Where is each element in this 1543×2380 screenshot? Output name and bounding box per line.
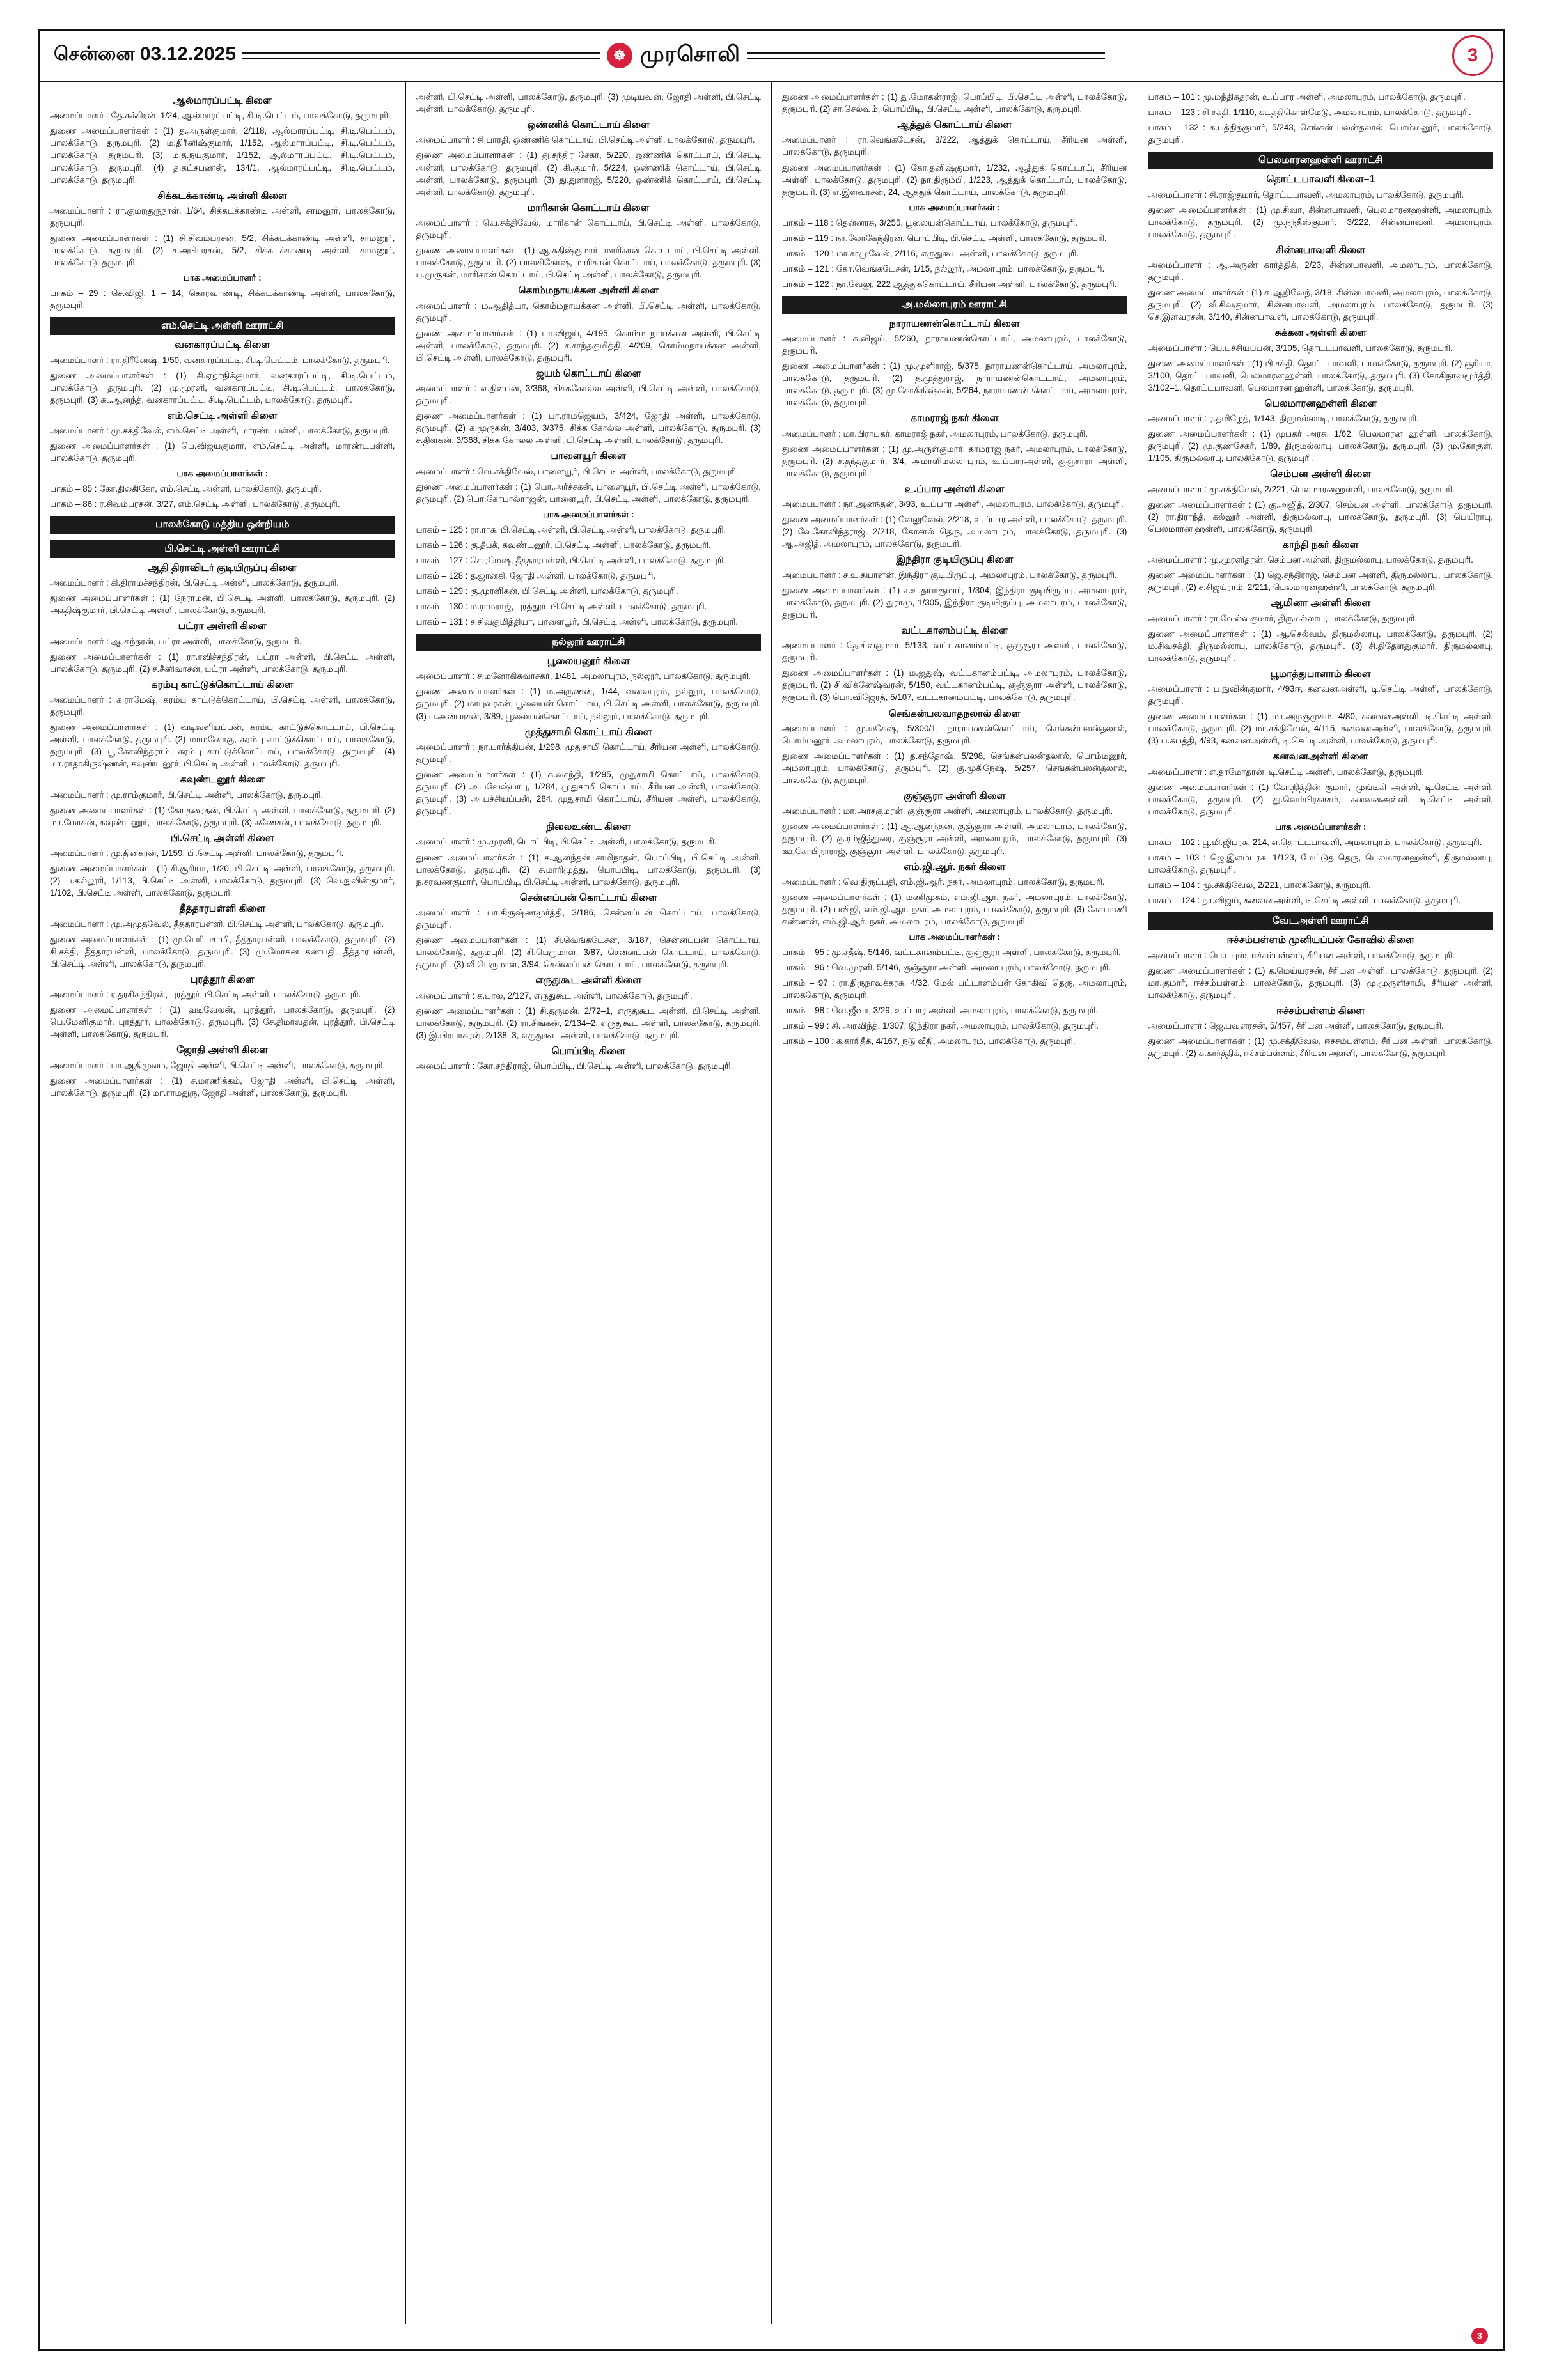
branch-heading: உ.ப்பார அள்ளி கிளை: [904, 483, 1005, 495]
body-paragraph: பாகம் – 102 : பூ.மி.ஜிபரசு, 214, எ.தொட்டபாவளி, அமலாபுரம், பாலக்கோடு, தருமபுரி.: [1148, 837, 1482, 847]
body-paragraph: பாகம் – 86 : ர.சிவம்பரசன், 3/27, எம்.செட்டி அள்ளி, பாலக்கோடு, தருமபுரி.: [50, 499, 340, 509]
subsection-heading: பாக அமைப்பாளர்கள் :: [909, 932, 1000, 942]
body-paragraph: துணை அமைப்பாளர்கள் : (1) பா.ராமஜெயம், 3/424, ஜோதி அள்ளி, பாலக்கோடு, தருமபுரி. (2) க.முருகன், 3/403, 3/375, சிக்க கோல்ல அள்ளி, பாலக்கோடு, தருமபுரி. (3) ச.திளகன், 3/368, சிக்க கோல்ல அள்ளி, பி.செட்டி அள்ளி, பாலக்கோடு, தருமபுரி.: [416, 411, 761, 446]
body-paragraph: துணை அமைப்பாளர்கள் : (1) முபகர் அரசு, 1/62, பெலமாரன ஹள்ளி, பாலக்கோடு, தருமபுரி. (2) மு.குணசேகர், 1/89, திருமல்லாபு, பாலக்கோடு, தருமபுரி. (3) மு.கோகுள், 1/105, திருமல்லாபு, பாலக்கோடு, தருமபுரி.: [1148, 429, 1493, 463]
body-paragraph: துணை அமைப்பாளர்கள் : (1) பெ.விஜயகுமார், எம்.செட்டி அள்ளி, மாரண்டபள்ளி, பாலக்கோடு, தருமபுரி.: [50, 441, 395, 463]
body-paragraph: அமைப்பாளர் : வெ.திருப்பதி, எம்.ஜி.ஆர். நகர், அமலாபுரம், பாலக்கோடு, தருமபுரி.: [782, 876, 1105, 887]
subsection-heading: பாக அமைப்பாளர்கள் :: [1275, 821, 1367, 832]
branch-heading: ஜயம் கொட்டாய் கிளை: [535, 368, 641, 379]
body-paragraph: துணை அமைப்பாளர்கள் : (1) பொ.அர்ச்சகன், பாளையூர், பி.செட்டி அள்ளி, பாலக்கோடு, தருமபுரி. (2) பொ.கோபால்ராஜன், பாளையூர், பி.செட்டி அள்ளி, பாலக்கோடு, தருமபுரி.: [416, 481, 761, 504]
section-band-heading: வேடஅள்ளி ஊராட்சி: [1148, 912, 1494, 930]
branch-heading: ஈச்சம்பள்ளம் கிளை: [1276, 1005, 1365, 1016]
text-column-4: [1138, 82, 1504, 2324]
subsection-heading: பாக அமைப்பாளர் :: [183, 273, 262, 283]
body-paragraph: அமைப்பாளர் : க.ராமேஷ், கரம்பு காட்டுக்கொட்டாய், பி.செட்டி அள்ளி, பாலக்கோடு, தருமபுரி.: [50, 694, 395, 717]
branch-heading: ஆல்மாரப்பட்டி கிளை: [173, 95, 272, 106]
branch-heading: கனவனஅள்ளி கிளை: [1273, 751, 1368, 763]
body-paragraph: பாகம் – 100 : க.காரிதீக், 4/167, நடு வீதி, அமலாபுரம், பாலக்கோடு, தருமபுரி.: [782, 1036, 1076, 1046]
text-column-3: [772, 82, 1138, 2324]
body-paragraph: துணை அமைப்பாளர்கள் : (1) மு.பெரியசாமி, தீத்தாரபள்ளி, பாலக்கோடு, தருமபுரி. (2) சி.சக்தி, தீத்தாரபள்ளி, பாலக்கோடு, தருமபுரி. (3) மு.மோகன கணபதி, தீத்தாரபள்ளி, பி.செட்டி அள்ளி, பாலக்கோடு, தருமபுரி.: [50, 934, 395, 968]
body-paragraph: அமைப்பாளர் : ச.மனோகிகவாசகர், 1/481, அமலாபுரம், நல்லூர், பாலக்கோடு, தருமபுரி.: [416, 671, 751, 681]
body-paragraph: துணை அமைப்பாளர்கள் : (1) பி.சக்தி, தொட்டபாவளி, பாலக்கோடு, தருமபுரி. (2) சூரியா, 3/100, தொட்டபாவளி, பெலமாரனஹள்ளி, பாலக்கோடு, தருமபுரி. (3) கோகிநாவமூர்த்தி, 3/102–1, தொட்டபாவளி, பெலமாரன ஹள்ளி, பாலக்கோடு, தருமபுரி.: [1148, 358, 1493, 393]
body-paragraph: அமைப்பாளர் : ர.தமிழேத், 1/143, திருமல்லாடி, பாலக்கோடு, தருமபுரி.: [1148, 414, 1419, 424]
branch-heading: ஒண்ணிக் கொட்டாய் கிளை: [527, 120, 650, 131]
body-paragraph: துணை அமைப்பாளர்கள் : (1) கோ.தரைதன், பி.செட்டி அள்ளி, பாலக்கோடு, தருமபுரி. (2) மா.மோகன், கவுண்டனூர், பாலக்கோடு, தருமபுரி. (3) கணேசன், பாலக்கோடு, தருமபுரி.: [50, 805, 395, 827]
masthead-place-date: சென்னை 03.12.2025: [54, 43, 237, 65]
branch-heading: இந்திரா குடியிருப்பு கிளை: [896, 554, 1014, 566]
body-paragraph: துணை அமைப்பாளர்கள் : (1) த.அருள்குமார், 2/118, ஆல்மாரப்பட்டி, சி.டி.பெட்டம், பாலக்கோடு, தருமபுரி. (2) ம.திரீனிஷ்குமார், 1/152, ஆல்மாரப்பட்டி, சி.டி.பெட்டம், பாலக்கோடு, தருமபுரி. (3) ம.த.நயகுமார், 1/152, ஆல்மாரப்பட்டி, சி.டி.பெட்டம், பாலக்கோடு, தருமபுரி. (4) த.கட்சபணன், 134/1, ஆல்மாரப்பட்டி, சி.டி.பெட்டம், பாலக்கோடு, தருமபுரி.: [50, 126, 395, 185]
body-paragraph: துணை அமைப்பாளர்கள் : (1) கோ.தனிஷ்குமார், 1/232, ஆத்துக் கொட்டாய், சீரியன அள்ளி, பாலக்கோடு, தருமபுரி. (2) நா.திரும்பி, 1/223, ஆத்துக் கொட்டாய், பாலக்கோடு, தருமபுரி. (3) எ.இளவரசன், 24, ஆத்துக் கொட்டாய், பாலக்கோடு, தருமபுரி.: [782, 162, 1127, 197]
body-paragraph: பாகம் – 122 : நா.வேலு, 222 ஆத்துக்கொட்டாய், சீரியன அள்ளி, பாலக்கோடு, தருமபுரி.: [782, 279, 1117, 289]
masthead-rule-left: [242, 52, 600, 59]
branch-heading: பட்ரா அள்ளி கிளை: [178, 621, 267, 632]
body-paragraph: பாகம் – 118 : தென்னரசு, 3/255, பூலையன்கொட்டாய், பாலக்கோடு, தருமபுரி.: [782, 217, 1077, 228]
branch-heading: ஆத்துக் கொட்டாய் கிளை: [897, 120, 1012, 131]
body-paragraph: அமைப்பாளர் : மு.முரளி, பொப்பிடி, பி.செட்டி அள்ளி, பாலக்கோடு, தருமபுரி.: [416, 837, 717, 847]
branch-heading: பொப்பிடி கிளை: [551, 1045, 625, 1057]
body-paragraph: துணை அமைப்பாளர்கள் : (1) த.சந்தோஷ், 5/298, செங்கன்பலன்தலால், பொம்மனூர், அமலாபுரம், பாலக்கோடு, தருமபுரி. (2) கு.முகிநேஷ், 5/257, செங்கன்பலன்தலால், பாலக்கோடு, தருமபுரி.: [782, 751, 1127, 786]
body-paragraph: துணை அமைப்பாளர்கள் : (1) சி.ஏறாநிக்குமார், வனகாரப்பட்டி, சி.டி.பெட்டம், பாலக்கோடு, தருமபுரி. (2) மு.முரளி, வனகாரப்பட்டி, சி.டி.பெட்டம், பாலக்கோடு, தருமபுரி. (3) கூ.ஆனந்த், வனகாரப்பட்டி, சி.டி.பெட்டம், பாலக்கோடு, தருமபுரி.: [50, 370, 395, 405]
body-paragraph: துணை அமைப்பாளர்கள் : (1) மா.அழகுமுகம், 4/80, கனவனஅள்ளி, டி.செட்டி அள்ளி, பாலக்கோடு, தருமபுரி. (2) மா.சக்திவேல், 4/115, கனவனஅள்ளி, பாலக்கோடு, தருமபுரி. (3) ப.சுபத்தி, 4/93, கனவனஅள்ளி, டி.செட்டி அள்ளி, பாலக்கோடு, தருமபுரி.: [1148, 712, 1493, 746]
branch-heading: ஜோதி அள்ளி கிளை: [176, 1045, 269, 1056]
body-paragraph: துணை அமைப்பாளர்கள் : (1) சி.தருமன், 2/72–1, எருதுகூட அள்ளி, பி.செட்டி அள்ளி, பாலக்கோடு, தருமபுரி. (2) ரா.சிங்கன், 2/134–2, எருதுகூட அள்ளி, பாலக்கோடு, தருமபுரி. (3) இ.பிரபாகரன், 2/138–3, எருதுகூட அள்ளி, பாலக்கோடு, தருமபுரி.: [416, 1006, 761, 1040]
body-paragraph: பாகம் – 123 : சி.சக்தி, 1/110, கடத்திகொள்மேடு, அமலாபுரம், பாலக்கோடு, தருமபுரி.: [1148, 107, 1471, 118]
body-paragraph: துணை அமைப்பாளர்கள் : (1) ஜெ.சந்திராஜ், செம்பன அள்ளி, திருமல்லாபு, பாலக்கோடு, தருமபுரி. (2) ச.சிஜய்ராம், 2/211, பெலமாரனஹள்ளி, பாலக்கோடு, தருமபுரி.: [1148, 570, 1493, 593]
body-paragraph: அமைப்பாளர் : மு.முரளிதரன், செம்பன அள்ளி, திருமல்லாபு, பாலக்கோடு, தருமபுரி.: [1148, 555, 1473, 565]
subsection-heading: பாக அமைப்பாளர்கள் :: [176, 469, 268, 479]
body-paragraph: துணை அமைப்பாளர்கள் : (1) வேலுவேல், 2/218, உ.ப்பார அள்ளி, பாலக்கோடு, தருமபுரி. (2) வேகோவிந்தராஜ், 2/218, கோசால் தெரு, அமலாபுரம், பாலக்கோடு, தருமபுரி. (3) ஆ.அஜித், அமலாபுரம், பாலக்கோடு, தருமபுரி.: [782, 515, 1127, 549]
body-paragraph: துணை அமைப்பாளர்கள் : (1) மணிமுகம், எம்.ஜி.ஆர். நகர், அமலாபுரம், பாலக்கோடு, தருமபுரி. (2) பவிஜி, எம்.ஜி.ஆர். நகர், அமலாபுரம், பாலக்கோடு, தருமபுரி. (3) கோபாணி கண்ணன், எம்.ஜி.ஆர். நகர், அமலாபுரம், பாலக்கோடு, தருமபுரி.: [782, 892, 1127, 927]
body-paragraph: பாகம் – 95 : மு.சதீஷ், 5/146, வட்டகானம்பட்டி, குஞ்சூரா அள்ளி, பாலக்கோடு, தருமபுரி.: [782, 947, 1121, 958]
branch-heading: கவுண்டனூர் கிளை: [180, 774, 265, 786]
text-column-2: [406, 82, 772, 2324]
body-paragraph: துணை அமைப்பாளர்கள் : (1) க.வசந்தி, 1/295, முதுசாமி கொட்டாய், பாலக்கோடு, தருமபுரி. (2) அயவேஷ்பாபு, 1/284, முதுசாமி கொட்டாய், சீரியன அள்ளி, பாலக்கோடு, தருமபுரி. (3) அ.பச்சியப்பன், 284, முதுசாமி கொட்டாய், சீரியன அள்ளி, பாலக்கோடு, தருமபுரி.: [416, 769, 761, 816]
branch-heading: காமராஜ் நகர் கிளை: [911, 413, 999, 424]
branch-heading: முத்துசாமி கொட்டாய் கிளை: [524, 726, 652, 738]
branch-heading: நாராயணன்கொட்டாய் கிளை: [889, 318, 1020, 329]
body-paragraph: துணை அமைப்பாளர்கள் : (1) ம.ஜதுஷ், வட்டகானம்பட்டி, அமலாபுரம், பாலக்கோடு, தருமபுரி. (2) சி.விக்னேஷ்வரன், 5/150, வட்டகானம்பட்டி, குஞ்சூரா அள்ளி, பாலக்கோடு, தருமபுரி. (3) பொ.விஜேரத், 5/107, வட்டகானம்பட்டி, பாலக்கோடு, தருமபுரி.: [782, 668, 1127, 703]
section-band-heading: அ.மல்லாபுரம் ஊராட்சி: [782, 296, 1127, 314]
branch-heading: பூமாத்துபாளாம் கிளை: [1270, 668, 1371, 680]
body-paragraph: அமைப்பாளர் : மு.ராம்குமார், பி.செட்டி அள்ளி, பாலக்கோடு, தருமபுரி.: [50, 789, 324, 800]
body-paragraph: துணை அமைப்பாளர்கள் : (1) ச.ஆனந்தன் சாமிநாதன், பொப்பிடி, பி.செட்டி அள்ளி, பாலக்கோடு, தருமபுரி. (2) ச.மாரிமுத்து, பொப்பிடி, பாலக்கோடு, தருமபுரி. (3) ந.சரவணகுமார், பொப்பிடி, பி.செட்டி அள்ளி, பாலக்கோடு, தருமபுரி.: [416, 852, 761, 887]
body-paragraph: அமைப்பாளர் : பா.ஆதிமூலம், ஜோதி அள்ளி, பி.செட்டி அள்ளி, பாலக்கோடு, தருமபுரி.: [50, 1060, 386, 1070]
section-band-heading: பெலமாரனஹள்ளி ஊராட்சி: [1148, 152, 1494, 169]
section-band-heading: எம்.செட்டி அள்ளி ஊராட்சி: [50, 317, 395, 335]
body-paragraph: அமைப்பாளர் : சு.விஜய், 5/260, நாராயணன்கொட்டாய், அமலாபுரம், பாலக்கோடு, தருமபுரி.: [782, 334, 1127, 356]
section-band-heading: பி.செட்டி அள்ளி ஊராட்சி: [50, 540, 395, 558]
body-paragraph: துணை அமைப்பாளர்கள் : (1) நேராமன், பி.செட்டி அள்ளி, பாலக்கோடு, தருமபுரி. (2) அகதிஷ்குமார், பி.செட்டி அள்ளி, பாலக்கோடு, தருமபுரி.: [50, 593, 395, 616]
body-paragraph: துணை அமைப்பாளர்கள் : (1) ரா.ரவிச்சந்திரன், பட்ரா அள்ளி, பி.செட்டி அள்ளி, பாலக்கோடு, தருமபுரி. (2) ச.சீனிவாசன், பட்ரா அள்ளி, பாலக்கோடு, தருமபுரி.: [50, 651, 395, 674]
body-paragraph: அமைப்பாளர் : ம.ஆதித்யா, கொம்மநாயக்கன அள்ளி, பி.செட்டி அள்ளி, பாலக்கோடு, தருமபுரி.: [416, 300, 761, 323]
body-paragraph: துணை அமைப்பாளர்கள் : (1) மு.சக்திவேல், ஈச்சம்பள்ளம், சீரியன அள்ளி, பாலக்கோடு, தருமபுரி. (2) க.கார்த்திக், ஈச்சம்பள்ளம், சீரியன அள்ளி, பாலக்கோடு, தருமபுரி.: [1148, 1036, 1493, 1059]
body-paragraph: அமைப்பாளர் : வெ.சக்திவேல், மாரிகான் கொட்டாய், பி.செட்டி அள்ளி, பாலக்கோடு, தருமபுரி.: [416, 217, 761, 240]
body-paragraph: அமைப்பாளர் : ஆ.சுந்தரன், பட்ரா அள்ளி, பாலக்கோடு, தருமபுரி.: [50, 636, 302, 646]
body-paragraph: அமைப்பாளர் : க.பால, 2/127, எருதுகூட அள்ளி, பாலக்கோடு, தருமபுரி.: [416, 990, 693, 1000]
branch-heading: காந்தி நகர் கிளை: [1282, 539, 1359, 550]
body-paragraph: துணை அமைப்பாளர்கள் : (1) சி.வெங்கடேசன், 3/187, சென்னப்பன் கொட்டாய், பாலக்கோடு, தருமபுரி. (2) சி.பெருமாள், 3/87, சென்னப்பன் கொட்டாய், பாலக்கோடு, தருமபுரி. (3) வீ.பெருமாள், 3/94, சென்னப்பன் கொட்டாய், பாலக்கோடு, தருமபுரி.: [416, 935, 761, 970]
body-paragraph: துணை அமைப்பாளர்கள் : (1) மு.சிவா, சின்னபாவளி, பெலமாரனஹள்ளி, அமலாபுரம், பாலக்கோடு, தருமபுரி. (2) மு.நந்தீஸ்குமார், 3/222, சின்னபாவளி, அமலாபுரம், பாலக்கோடு, தருமபுரி.: [1148, 205, 1493, 239]
body-paragraph: துணை அமைப்பாளர்கள் : (1) ம.அருணன், 1/44, வனலபுரம், நல்லூர், பாலக்கோடு, தருமபுரி. (2) மாபுவரசன், பூலையன் கொட்டாய், பி.செட்டி அள்ளி, பாலக்கோடு, தருமபுரி. (3) ப.அன்பரசன், 3/89, பூலையன்கொட்டாய், நல்லூர், பாலக்கோடு, தருமபுரி.: [416, 687, 761, 721]
branch-heading: தீத்தாரபள்ளி கிளை: [179, 903, 266, 915]
body-paragraph: அமைப்பாளர் : ரா.குமரகுருநாள், 1/64, சிக்கடக்காண்டி அள்ளி, சாமனூர், பாலக்கோடு, தருமபுரி.: [50, 205, 395, 228]
body-paragraph: பாகம் – 96 : வெ.முரளி, 5/146, குஞ்சூரா அள்ளி, அமலா புரம், பாலக்கோடு, தருமபுரி.: [782, 963, 1111, 973]
body-paragraph: துணை அமைப்பாளர்கள் : (1) ஆ.சுதிஷ்குமார், மாரிகான் கொட்டாய், பி.செட்டி அள்ளி, பாலக்கோடு, தருமபுரி. (2) பாலகிகோஷ், மாரிகான் கொட்டாய், பாலக்கோடு, தருமபுரி. (3) ப.முருகன், மாரிகான் கொட்டாய், பி.செட்டி அள்ளி, பாலக்கோடு, தருமபுரி.: [416, 245, 761, 280]
body-paragraph: துணை அமைப்பாளர்கள் : (1) மு.முளிராஜ், 5/375, நாராயணன்கொட்டாய், அமலாபுரம், பாலக்கோடு, தருமபுரி. (2) த.முத்துராஜ், நாராயணன்கொட்டாய், அமலாபுரம், பாலக்கோடு, தருமபுரி. (3) மு.கோகிநிஷ்கன், 5/264, நாராயணன் கொட்டாய், அமலாபுரம், பாலக்கோடு, தருமபுரி.: [782, 361, 1127, 408]
body-paragraph: அமைப்பாளர் : ரா.வேல்வுகுமார், திருமல்லாபு, பாலக்கோடு, தருமபுரி.: [1148, 613, 1418, 623]
branch-heading: மாரிகான் கொட்டாய் கிளை: [527, 202, 650, 214]
section-band-heading: நல்லூர் ஊராட்சி: [416, 634, 762, 651]
branch-heading: குஞ்சூரா அள்ளி கிளை: [903, 791, 1006, 802]
body-paragraph: துணை அமைப்பாளர்கள் : (1) து.சந்திர சேகர், 5/220, ஒண்ணிக் கொட்டாய், பி.செட்டி அள்ளி, பாலக்கோடு, தருமபுரி. (2) கி.குமார், 5/224, ஒண்ணிக் கொட்டாய், பி.செட்டி அள்ளி, பாலக்கோடு, தருமபுரி. (3) து.துளாரஜ், 5/220, ஒண்ணிக் கொட்டாய், பி.செட்டி அள்ளி, பாலக்கோடு, தருமபுரி.: [416, 150, 761, 197]
body-paragraph: பாகம் – 129 : கு.முரளிகன், பி.செட்டி அள்ளி, பாலக்கோடு, தருமபுரி.: [416, 586, 678, 596]
body-paragraph: பாகம் – 131 : ச.சிவகுமித்தியா, பாளையூர், பி.செட்டி அள்ளி, பாலக்கோடு, தருமபுரி.: [416, 616, 739, 626]
body-paragraph: பாகம் – 29 : செ.விஜி, 1 – 14, கொரவாண்டி, சிக்கடக்காண்டி அள்ளி, பாலக்கோடு, தருமபுரி.: [50, 288, 395, 311]
body-paragraph: பாகம் – 130 : ம.ராமராஜ், புரத்தூர், பி.செட்டி அள்ளி, பாலக்கோடு, தருமபுரி.: [416, 601, 707, 611]
body-paragraph: அமைப்பாளர் : ஆ.அருண் கார்த்திக், 2/23, சின்னபாவளி, அமலாபுரம், பாலக்கோடு, தருமபுரி.: [1148, 260, 1493, 283]
branch-heading: ஆமினா அள்ளி கிளை: [1271, 598, 1371, 609]
body-paragraph: அமைப்பாளர் : கி.திராமச்சந்திரன், பி.செட்டி அள்ளி, பாலக்கோடு, தருமபுரி.: [50, 578, 339, 588]
body-paragraph: பாகம் – 120 : மா.சாமுவேல், 2/116, எருதுகூட அள்ளி, பாலக்கோடு, தருமபுரி.: [782, 248, 1079, 258]
section-band-heading: பாலக்கோடு மத்திய ஒன்றியம்: [50, 516, 395, 534]
body-paragraph: துணை அமைப்பாளர்கள் : (1) ச.உ.தயாகுமார், 1/304, இந்திரா குடியிருப்பு, அமலாபுரம், பாலக்கோடு, தருமபுரி. (2) துராமு, 1/305, இந்திரா குடியிருப்பு, அமலாபுரம், பாலக்கோடு, தருமபுரி.: [782, 585, 1127, 619]
body-paragraph: துணை அமைப்பாளர்கள் : (1) பா.விஜய், 4/195, கொம்ம நாயக்கன அள்ளி, பி.செட்டி அள்ளி, பாலக்கோடு, தருமபுரி. (2) ச.சாந்தகுமித்தி, 4/209, கொம்மநாயக்கன அள்ளி, பி.செட்டி அள்ளி, பாலக்கோடு, தருமபுரி.: [416, 328, 761, 362]
body-paragraph: துணை அமைப்பாளர்கள் : (1) ச.மாணிக்கம், ஜோதி அள்ளி, பி.செட்டி அள்ளி, பாலக்கோடு, தருமபுரி. (2) மா.ராமதுரு, ஜோதி அள்ளி, பாலக்கோடு, தருமபுரி.: [50, 1075, 395, 1098]
body-paragraph: பாகம் – 104 : மு.சக்திவேல், 2/221, பாலக்கோடு, தருமபுரி.: [1148, 880, 1371, 890]
branch-heading: வட்டகானம்பட்டி கிளை: [901, 625, 1008, 636]
body-paragraph: அமைப்பாளர் : ப.நுவின்குமார், 4/93ஈ, கனவனஅள்ளி, டி.செட்டி அள்ளி, பாலக்கோடு, தருமபுரி.: [1148, 684, 1493, 706]
body-paragraph: அமைப்பாளர் : மா.பிராபகர், காமராஜ் நகர், அமலாபுரம், பாலக்கோடு, தருமபுரி.: [782, 428, 1088, 439]
body-paragraph: அமைப்பாளர் : பெ.பபுஸ், ஈச்சம்பள்ளம், சீரியன அள்ளி, பாலக்கோடு, தருமபுரி.: [1148, 950, 1455, 960]
body-paragraph: துணை அமைப்பாளர்கள் : (1) கோ.நித்தின் குமார், முங்டிகி அள்ளி, டி.செட்டி அள்ளி, பாலக்கோடு, தருமபுரி. (2) து.வெம்பிரகாசம், கனவனஅள்ளி, டி.செட்டி அள்ளி, பாலக்கோடு, தருமபுரி.: [1148, 782, 1493, 816]
body-paragraph: துணை அமைப்பாளர்கள் : (1) ஆ.ஆனந்தன், குஞ்சூரா அள்ளி, அமலாபுரம், பாலக்கோடு, தருமபுரி. (2) கு.ரம்ஜித்துரை, குஞ்சூரா அள்ளி, அமலாபுரம், பாலக்கோடு, தருமபுரி. (3) ஊ.கோபிநாராஜ், குஞ்சூரா அள்ளி, பாலக்கோடு, தருமபுரி.: [782, 821, 1127, 856]
body-paragraph: அமைப்பாளர் : சி.பாரதி, ஒண்ணிக் கொட்டாய், பி.செட்டி அள்ளி, பாலக்கோடு, தருமபுரி.: [416, 135, 755, 145]
body-paragraph: துணை அமைப்பாளர்கள் : (1) வடிவேலன், புரத்தூர், பாலக்கோடு, தருமபுரி. (2) பெ.மேனிகுமார், புரத்தூர், பாலக்கோடு, தருமபுரி. (3) சே.திமாவதன், புரத்தூர், பி.செட்டி அள்ளி, பாலக்கோடு, தருமபுரி.: [50, 1005, 395, 1039]
branch-heading: பாளையூர் கிளை: [551, 451, 626, 462]
body-paragraph: பாகம் – 125 : ரா.ராசு, பி.செட்டி அள்ளி, பி.செட்டி அள்ளி, பாலக்கோடு, தருமபுரி.: [416, 524, 726, 534]
branch-heading: வனகாரப்பட்டி கிளை: [175, 339, 270, 351]
body-paragraph: பாகம் – 99 : சி. அரவிந்த், 1/307, இந்திரா நகர், அமலாபுரம், பாலக்கோடு, தருமபுரி.: [782, 1021, 1099, 1031]
body-paragraph: அமைப்பாளர் : எ.திளபன், 3/368, சிக்ககோல்ல அள்ளி, பி.செட்டி அள்ளி, பாலக்கோடு, தருமபுரி.: [416, 384, 761, 406]
body-paragraph: துணை அமைப்பாளர்கள் : (1) க.மெய்யரசன், சீரியன அள்ளி, பாலக்கோடு, தருமபுரி. (2) மா.குமார், ஈச்சம்பள்ளம், பாலக்கோடு, தருமபுரி. (3) மு.முருளிசாமி, சீரியன அள்ளி, பாலக்கோடு, தருமபுரி.: [1148, 965, 1493, 1000]
body-paragraph: அமைப்பாளர் : மா.அரசகுமரன், குஞ்சூரா அள்ளி, அமலாபுரம், பாலக்கோடு, தருமபுரி.: [782, 806, 1113, 816]
branch-heading: எம்.செட்டி அள்ளி கிளை: [167, 410, 278, 421]
masthead-brand: [607, 42, 740, 70]
body-paragraph: பாகம் – 127 : செ.ரமேஷ், தீத்தாரபள்ளி, பி.செட்டி அள்ளி, பாலக்கோடு, தருமபுரி.: [416, 555, 726, 565]
body-paragraph: பாகம் – 132 : க.பத்திதகுமார், 5/243, செங்கன் பலன்தலால், பொம்மனூர், பாலக்கோடு, தருமபுரி.: [1148, 123, 1493, 145]
branch-heading: செங்கன்பலவாதநலால் கிளை: [888, 708, 1021, 719]
body-paragraph: அமைப்பாளர் : வெ.சக்திவேல், பாளையூர், பி.செட்டி அள்ளி, பாலக்கோடு, தருமபுரி.: [416, 466, 739, 476]
body-paragraph: துணை அமைப்பாளர்கள் : (1) சி.சூரியா, 1/20, பி.செட்டி அள்ளி, பாலக்கோடு, தருமபுரி. (2) ப.கல்லூரி, 1/113, பி.செட்டி அள்ளி, பாலக்கோடு, தருமபுரி. (3) வெ.நுவின்குமார், 1/102, பி.செட்டி அள்ளி, பாலக்கோடு, தருமபுரி.: [50, 864, 395, 898]
branch-heading: கரம்பு காட்டுக்கொட்டாய் கிளை: [151, 679, 294, 690]
rising-sun-logo-icon: ☸: [607, 43, 632, 68]
body-paragraph: துணை அமைப்பாளர்கள் : (1) ஆ.செல்வம், திருமல்லாபு, பாலக்கோடு, தருமபுரி. (2) ம.சிவசக்தி, திருமல்லாபு, பாலக்கோடு, தருமபுரி. (3) சி.திதேளதுகுமார், திருமல்லாபு, பாலக்கோடு, தருமபுரி.: [1148, 628, 1493, 663]
branch-heading: பி.செட்டி அள்ளி கிளை: [170, 832, 274, 844]
body-paragraph: பாகம் – 97 : ரா.திருநாவுக்கரசு, 4/32, மேல் பட்டாளம்பள் கோகிவி தெரு, அமலாபுரம், பாலக்கோடு, தருமபுரி.: [782, 978, 1127, 1000]
branch-heading: தொட்டபாவளி கிளை–1: [1266, 174, 1375, 185]
body-paragraph: அமைப்பாளர் : சி.ராஜ்குமார், தொட்டபாவளி, அமலாபுரம், பாலக்கோடு, தருமபுரி.: [1148, 189, 1464, 199]
body-paragraph: அமைப்பாளர் : மு.மகேஷ், 5/300/1, நாராயணன்கொட்டாய், செங்கன்பலன்தலால், பொம்மனூர், அமலாபுரம், பாலக்கோடு, தருமபுரி.: [782, 723, 1127, 745]
body-paragraph: அள்ளி, பி.செட்டி அள்ளி, பாலக்கோடு, தருமபுரி. (3) முடியவன், ஜோதி அள்ளி, பி.செட்டி அள்ளி, பாலக்கோடு, தருமபுரி.: [416, 92, 761, 114]
body-paragraph: பாகம் – 124 : நா.விஜய், கனவனஅள்ளி, டி.செட்டி அள்ளி, பாலக்கோடு, தருமபுரி.: [1148, 895, 1461, 905]
page-number-badge: 3: [1452, 35, 1493, 76]
branch-heading: சுக்கன அள்ளி கிளை: [1274, 327, 1367, 339]
branch-heading: பூலையனூர் கிளை: [547, 656, 630, 667]
branch-heading: சின்னபாவளி கிளை: [1276, 244, 1365, 256]
body-paragraph: அமைப்பாளர் : ரா.திரீனேஷ், 1/50, வனகாரப்பட்டி, சி.டி.பெட்டம், பாலக்கோடு, தருமபுரி.: [50, 355, 390, 365]
branch-heading: பெலமாரனஹள்ளி கிளை: [1264, 398, 1377, 409]
body-paragraph: பாகம் – 126 : கு.தீபக், கவுண்டனூர், பி.செட்டி அள்ளி, பாலக்கோடு, தருமபுரி.: [416, 540, 711, 550]
branch-heading: எருதுகூட அள்ளி கிளை: [535, 975, 642, 986]
branch-heading: செம்பன அள்ளி கிளை: [1270, 469, 1372, 480]
footer-page-number: 3: [1471, 2328, 1488, 2344]
body-paragraph: அமைப்பாளர் : ச.உ.தயாளன், இந்திரா குடியிருப்பு, அமலாபுரம், பாலக்கோடு, தருமபுரி.: [782, 570, 1117, 580]
body-paragraph: அமைப்பாளர் : நா.பார்த்திபன், 1/298, முதுசாமி கொட்டாய், சீரியன அள்ளி, பாலக்கோடு, தருமபுரி.: [416, 742, 761, 764]
branch-heading: சிக்கடக்காண்டி அள்ளி கிளை: [157, 190, 288, 201]
body-paragraph: அமைப்பாளர் : மு.தினகரன், 1/159, பி.செட்டி அள்ளி, பாலக்கோடு, தருமபுரி.: [50, 848, 344, 859]
page-frame: [38, 29, 1505, 2351]
subsection-heading: பாக அமைப்பாளர்கள் :: [543, 509, 634, 519]
body-paragraph: பாகம் – 119 : நா.லோகேந்திரன், பொப்பிடி, பி.செட்டி அள்ளி, பாலக்கோடு, தருமபுரி.: [782, 233, 1107, 243]
body-paragraph: பாகம் – 121 : கோ.வெங்கடேசன், 1/15, நல்லூர், அமலாபுரம், பாலக்கோடு, தருமபுரி.: [782, 263, 1105, 274]
branch-heading: புரத்தூர் கிளை: [190, 974, 255, 985]
body-paragraph: அமைப்பாளர் : பெ.பச்சியப்பன், 3/105, தொட்டபாவளி, பாலக்கோடு, தருமபுரி.: [1148, 343, 1453, 353]
body-paragraph: பாகம் – 101 : மு.மந்திசுதரன், உ.ப்பார அள்ளி, அமலாபுரம், பாலக்கோடு, தருமபுரி.: [1148, 92, 1466, 102]
body-paragraph: துணை அமைப்பாளர்கள் : (1) து.மோகன்ராஜ், பொப்பிடி, பி.செட்டி அள்ளி, பாலக்கோடு, தருமபுரி. (2) சா.செல்வம், பொப்பிடி, பி.செட்டி அள்ளி, பாலக்கோடு, தருமபுரி.: [782, 92, 1127, 114]
body-paragraph: அமைப்பாளர் : மு.சக்திவேல், எம்.செட்டி அள்ளி, மாரண்டபள்ளி, பாலக்கோடு, தருமபுரி.: [50, 426, 390, 436]
body-paragraph: துணை அமைப்பாளர்கள் : (1) சு.ஆறிவேந், 3/18, சின்னபாவளி, அமலாபுரம், பாலக்கோடு, தருமபுரி. (2) வீ.சிவகுமார், சின்னபாவளி, அமலாபுரம், பாலக்கோடு, தருமபுரி. (3) செ.இளவரசன், 3/140, சின்னபாவளி, பாலக்கோடு, தருமபுரி.: [1148, 288, 1493, 322]
body-paragraph: பாகம் – 98 : வெ.ஜீவா, 3/29, உ.ப்பார அள்ளி, அமலாபுரம், பாலக்கோடு, தருமபுரி.: [782, 1006, 1098, 1016]
body-paragraph: துணை அமைப்பாளர்கள் : (1) மு.அருள்குமார், காமராஜ் நகர், அமலாபுரம், பாலக்கோடு, தருமபுரி. (2) ச.தந்தகுமார், 3/4, அமாளிமல்லாபுரம், உ.ப்பாரஅள்ளி, குஞ்சாரா அள்ளி, பாலக்கோடு, தருமபுரி.: [782, 444, 1127, 478]
body-paragraph: அமைப்பாளர் : பா.கிருஷ்ணமூர்த்தி, 3/186, சென்னப்பன் கொட்டாய், பாலக்கோடு, தருமபுரி.: [416, 907, 761, 930]
branch-heading: கொம்மநாயக்கன அள்ளி கிளை: [518, 285, 659, 297]
branch-heading: ஆதி திராவிடர் குடியிருப்பு கிளை: [148, 562, 297, 573]
body-paragraph: அமைப்பாளர் : நா.ஆனந்தன், 3/93, உ.ப்பார அள்ளி, அமலாபுரம், பாலக்கோடு, தருமபுரி.: [782, 499, 1124, 509]
body-paragraph: துணை அமைப்பாளர்கள் : (1) சி.சிவம்பரசன், 5/2, சிக்கடக்காண்டி அள்ளி, சாமனூர், பாலக்கோடு, தருமபுரி. (2) ச.அபிபரசன், 5/2, சிக்கடக்காண்டி அள்ளி, சாமனூர், பாலக்கோடு, தருமபுரி.: [50, 233, 395, 268]
body-paragraph: அமைப்பாளர் : மு.சக்திவேல், 2/221, பெலமாரனஹள்ளி, பாலக்கோடு, தருமபுரி.: [1148, 484, 1455, 494]
branch-heading: நிலைஉண்ட கிளை: [546, 821, 631, 833]
masthead: [40, 31, 1503, 82]
body-paragraph: துணை அமைப்பாளர்கள் : (1) கு.அஜித், 2/307, செம்பன அள்ளி, பாலக்கோடு, தருமபுரி. (2) ரா.திராந்த், கல்லூர் அள்ளி, திருமல்லாபு, பாலக்கோடு, தருமபுரி. (3) பெயிராபு, பெலமாரன ஹள்ளி, பாலக்கோடு, தருமபுரி.: [1148, 499, 1493, 534]
body-paragraph: அமைப்பாளர் : கோ.சந்திராஜ், பொப்பிடி, பி.செட்டி அள்ளி, பாலக்கோடு, தருமபுரி.: [416, 1061, 733, 1071]
masthead-title: முரசொலி: [640, 42, 741, 66]
body-paragraph: பாகம் – 103 : ஜெ.இளம்பரசு, 1/123, மேட்டுத் தெரு, பெலமாரனஹள்ளி, திருமல்லாபு, பாலக்கோடு, தருமபுரி.: [1148, 852, 1493, 875]
body-paragraph: துணை அமைப்பாளர்கள் : (1) வடிவளியப்பன், கரம்பு காட்டுக்கொட்டாய், பி.செட்டி அள்ளி, பாலக்கோடு, தருமபுரி. (2) மாமனோகு, கரம்பு காட்டுக்கொட்டாய், பாலக்கோடு, தருமபுரி. (3) பூ.கோவிந்தராம், கரம்பு காட்டுக்கொட்டாய், பாலக்கோடு, தருமபுரி. (4) மா.ராதாகிருஷ்ணன், கவுண்டனூர், பி.செட்டி அள்ளி, பாலக்கோடு, தருமபுரி.: [50, 722, 395, 769]
body-paragraph: அமைப்பாளர் : தே.கக்கிரன், 1/24, ஆல்மாரப்பட்டி, சி.டி.பெட்டம், பாலக்கோடு, தருமபுரி.: [50, 111, 391, 121]
body-paragraph: பாகம் – 85 : கோ.திலகிகோ, எம்.செட்டி அள்ளி, பாலக்கோடு, தருமபுரி.: [50, 484, 322, 494]
body-paragraph: அமைப்பாளர் : மு.அமுதவேல், தீத்தாரபள்ளி, பி.செட்டி அள்ளி, பாலக்கோடு, தருமபுரி.: [50, 919, 384, 929]
branch-heading: சென்னப்பன் கொட்டாய் கிளை: [519, 892, 657, 903]
text-column-1: [40, 82, 406, 2324]
body-paragraph: அமைப்பாளர் : ரா.வெங்கடேசன், 3/222, ஆத்துக் கொட்டாய், சீரியன அள்ளி, பாலக்கோடு, தருமபுரி.: [782, 135, 1127, 157]
column-container: [40, 82, 1503, 2324]
body-paragraph: அமைப்பாளர் : எ.தாமோதரன், டி.செட்டி அள்ளி, பாலக்கோடு, தருமபுரி.: [1148, 766, 1425, 777]
body-paragraph: பாகம் – 128 : த.ஜானகி, ஜோதி அள்ளி, பாலக்கோடு, தருமபுரி.: [416, 570, 656, 580]
masthead-rule-right: [747, 52, 1105, 59]
branch-heading: ஈச்சம்பள்ளம் முனியப்பன் கோவில் கிளை: [1226, 935, 1414, 946]
body-paragraph: அமைப்பாளர் : தே.சிவகுமார், 5/133, வட்டகானம்பட்டி, குஞ்சூரா அள்ளி, பாலக்கோடு, தருமபுரி.: [782, 641, 1127, 663]
branch-heading: எம்.ஜி.ஆர். நகர் கிளை: [904, 861, 1006, 873]
body-paragraph: அமைப்பாளர் : ஜெ.பவுளரசன், 5/457, சீரியன அள்ளி, பாலக்கோடு, தருமபுரி.: [1148, 1021, 1444, 1031]
subsection-heading: பாக அமைப்பாளர்கள் :: [909, 202, 1000, 212]
body-paragraph: அமைப்பாளர் : ர.தரசிகந்திரன், புரத்தூர், பி.செட்டி அள்ளி, பாலக்கோடு, தருமபுரி.: [50, 990, 361, 1000]
